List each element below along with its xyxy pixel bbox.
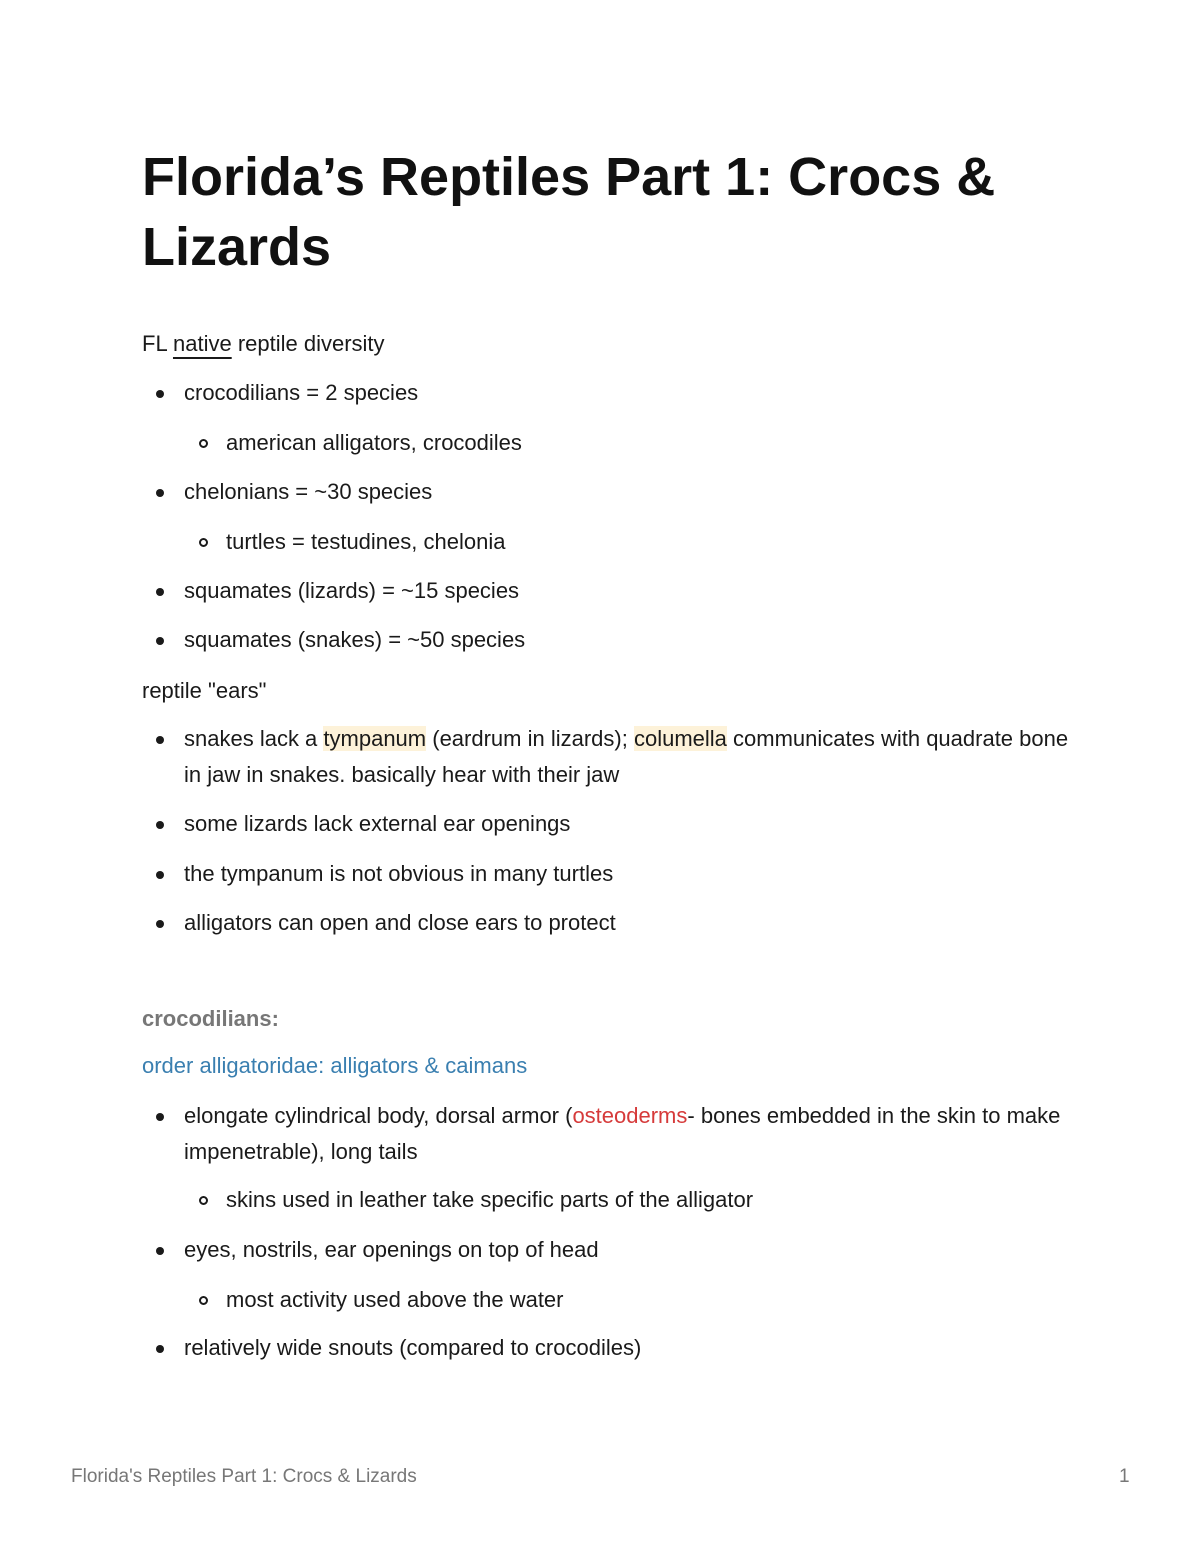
diversity-heading [142,329,385,359]
native-underlined: native [172,331,232,356]
list-item: squamates (lizards) = ~15 species [184,573,1084,609]
list-item: the tympanum is not obvious in many turtles [184,856,1084,892]
list-item: relatively wide snouts (compared to crocodiles) [184,1330,1084,1366]
ears-text-c: communicates with quadrate bone in jaw in snakes. basically hear with their jaw [184,726,1069,787]
list-item: eyes, nostrils, ear openings on top of head [184,1232,1084,1268]
footer-title: Florida's Reptiles Part 1: Crocs & Lizards [71,1466,417,1487]
osteoderms-term: osteoderms [572,1103,688,1128]
sub-list-item: turtles = testudines, chelonia [226,527,1086,557]
list-item: chelonians = ~30 species [184,474,1084,510]
sub-list-item: american alligators, crocodiles [226,428,1086,458]
order-heading: order alligatoridae: alligators & caimans [142,1053,528,1078]
list-item: squamates (snakes) = ~50 species [184,622,1084,658]
croc-text-b: - bones embedded in the skin to make impenetrable), long tails [184,1103,1061,1164]
ears-text-a: snakes lack a [184,726,324,751]
list-item: alligators can open and close ears to protect [184,905,1084,941]
ears-heading: reptile "ears" [142,678,267,703]
page-title: Florida’s Reptiles Part 1: Crocs & Lizards [142,147,996,277]
diversity-prefix: FL [142,331,173,356]
list-item: crocodilians = 2 species [184,375,1084,411]
section-label: crocodilians: [142,1006,279,1031]
tympanum-highlight: tympanum [323,726,427,751]
list-item [184,1098,1064,1170]
croc-text-a: elongate cylindrical body, dorsal armor ( [184,1103,573,1128]
list-item [184,721,1084,793]
list-item: some lizards lack external ear openings [184,806,1084,842]
sub-list-item: most activity used above the water [226,1285,1086,1315]
columella-highlight: columella [633,726,727,751]
sub-list-item: skins used in leather take specific parts of the alligator [226,1185,1086,1215]
diversity-suffix: reptile diversity [231,331,385,356]
ears-text-b: (eardrum in lizards); [426,726,634,751]
page-number: 1 [1119,1466,1130,1487]
